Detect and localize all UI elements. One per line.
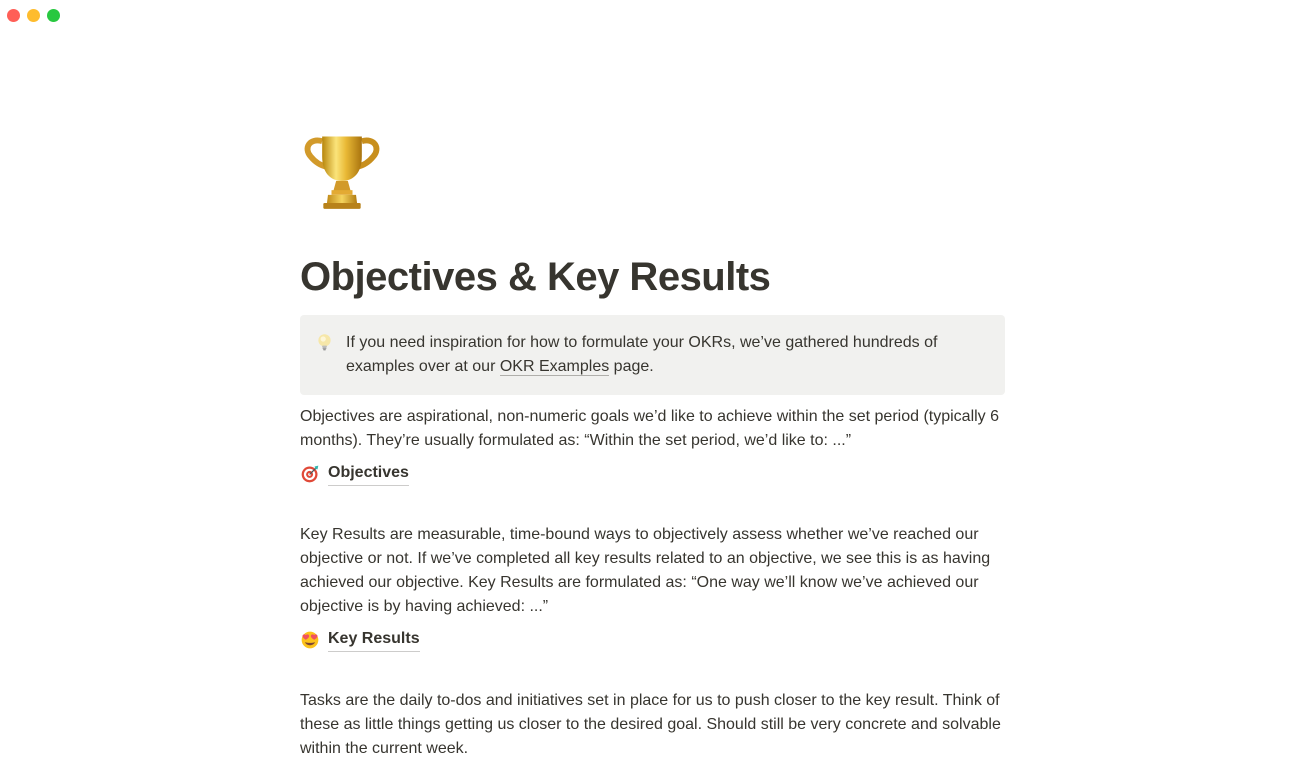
light-bulb-icon <box>314 332 335 353</box>
dart-target-icon <box>300 464 320 484</box>
page-link-label[interactable]: Key Results <box>328 628 420 652</box>
okr-examples-link[interactable]: OKR Examples <box>499 358 610 375</box>
callout-block[interactable] <box>300 315 1005 395</box>
window-close-button[interactable] <box>7 9 20 22</box>
callout-text-before: If you need inspiration for how to formulate your OKRs, we’ve gathered hundreds of examples over at our <box>346 334 938 375</box>
empty-block <box>300 653 1005 679</box>
page-link-label[interactable]: Objectives <box>328 462 409 486</box>
key-results-paragraph: Key Results are measurable, time-bound ways to objectively assess whether we’ve reached our objective or not. If we’ve completed all key results related to an objective, we see this is as having achieved our objective. Key Results are formulated as: “One way we’ll know we’ve achieved our objective is by having achieved: ...” <box>300 526 991 615</box>
tasks-paragraph: Tasks are the daily to-dos and initiatives set in place for us to push closer to the key result. Think of these as little things getting us closer to the desired goal. Should still be very concrete and solvable within the current week. <box>300 692 1001 757</box>
window-titlebar <box>7 9 60 22</box>
window-minimize-button[interactable] <box>27 9 40 22</box>
document-page <box>300 0 1005 761</box>
trophy-icon[interactable] <box>300 126 384 210</box>
callout-text-after: page. <box>609 358 654 375</box>
heart-eyes-icon <box>300 630 320 650</box>
objectives-paragraph: Objectives are aspirational, non-numeric goals we’d like to achieve within the set period (typically 6 months). They’re usually formulated as: “Within the set period, we’d like to: ...” <box>300 408 1000 449</box>
window-zoom-button[interactable] <box>47 9 60 22</box>
page-title[interactable]: Objectives & Key Results <box>300 255 771 299</box>
callout-text <box>346 331 989 379</box>
page-link-key-results[interactable] <box>300 627 420 653</box>
page-link-objectives[interactable] <box>300 461 409 487</box>
empty-block <box>300 487 1005 513</box>
